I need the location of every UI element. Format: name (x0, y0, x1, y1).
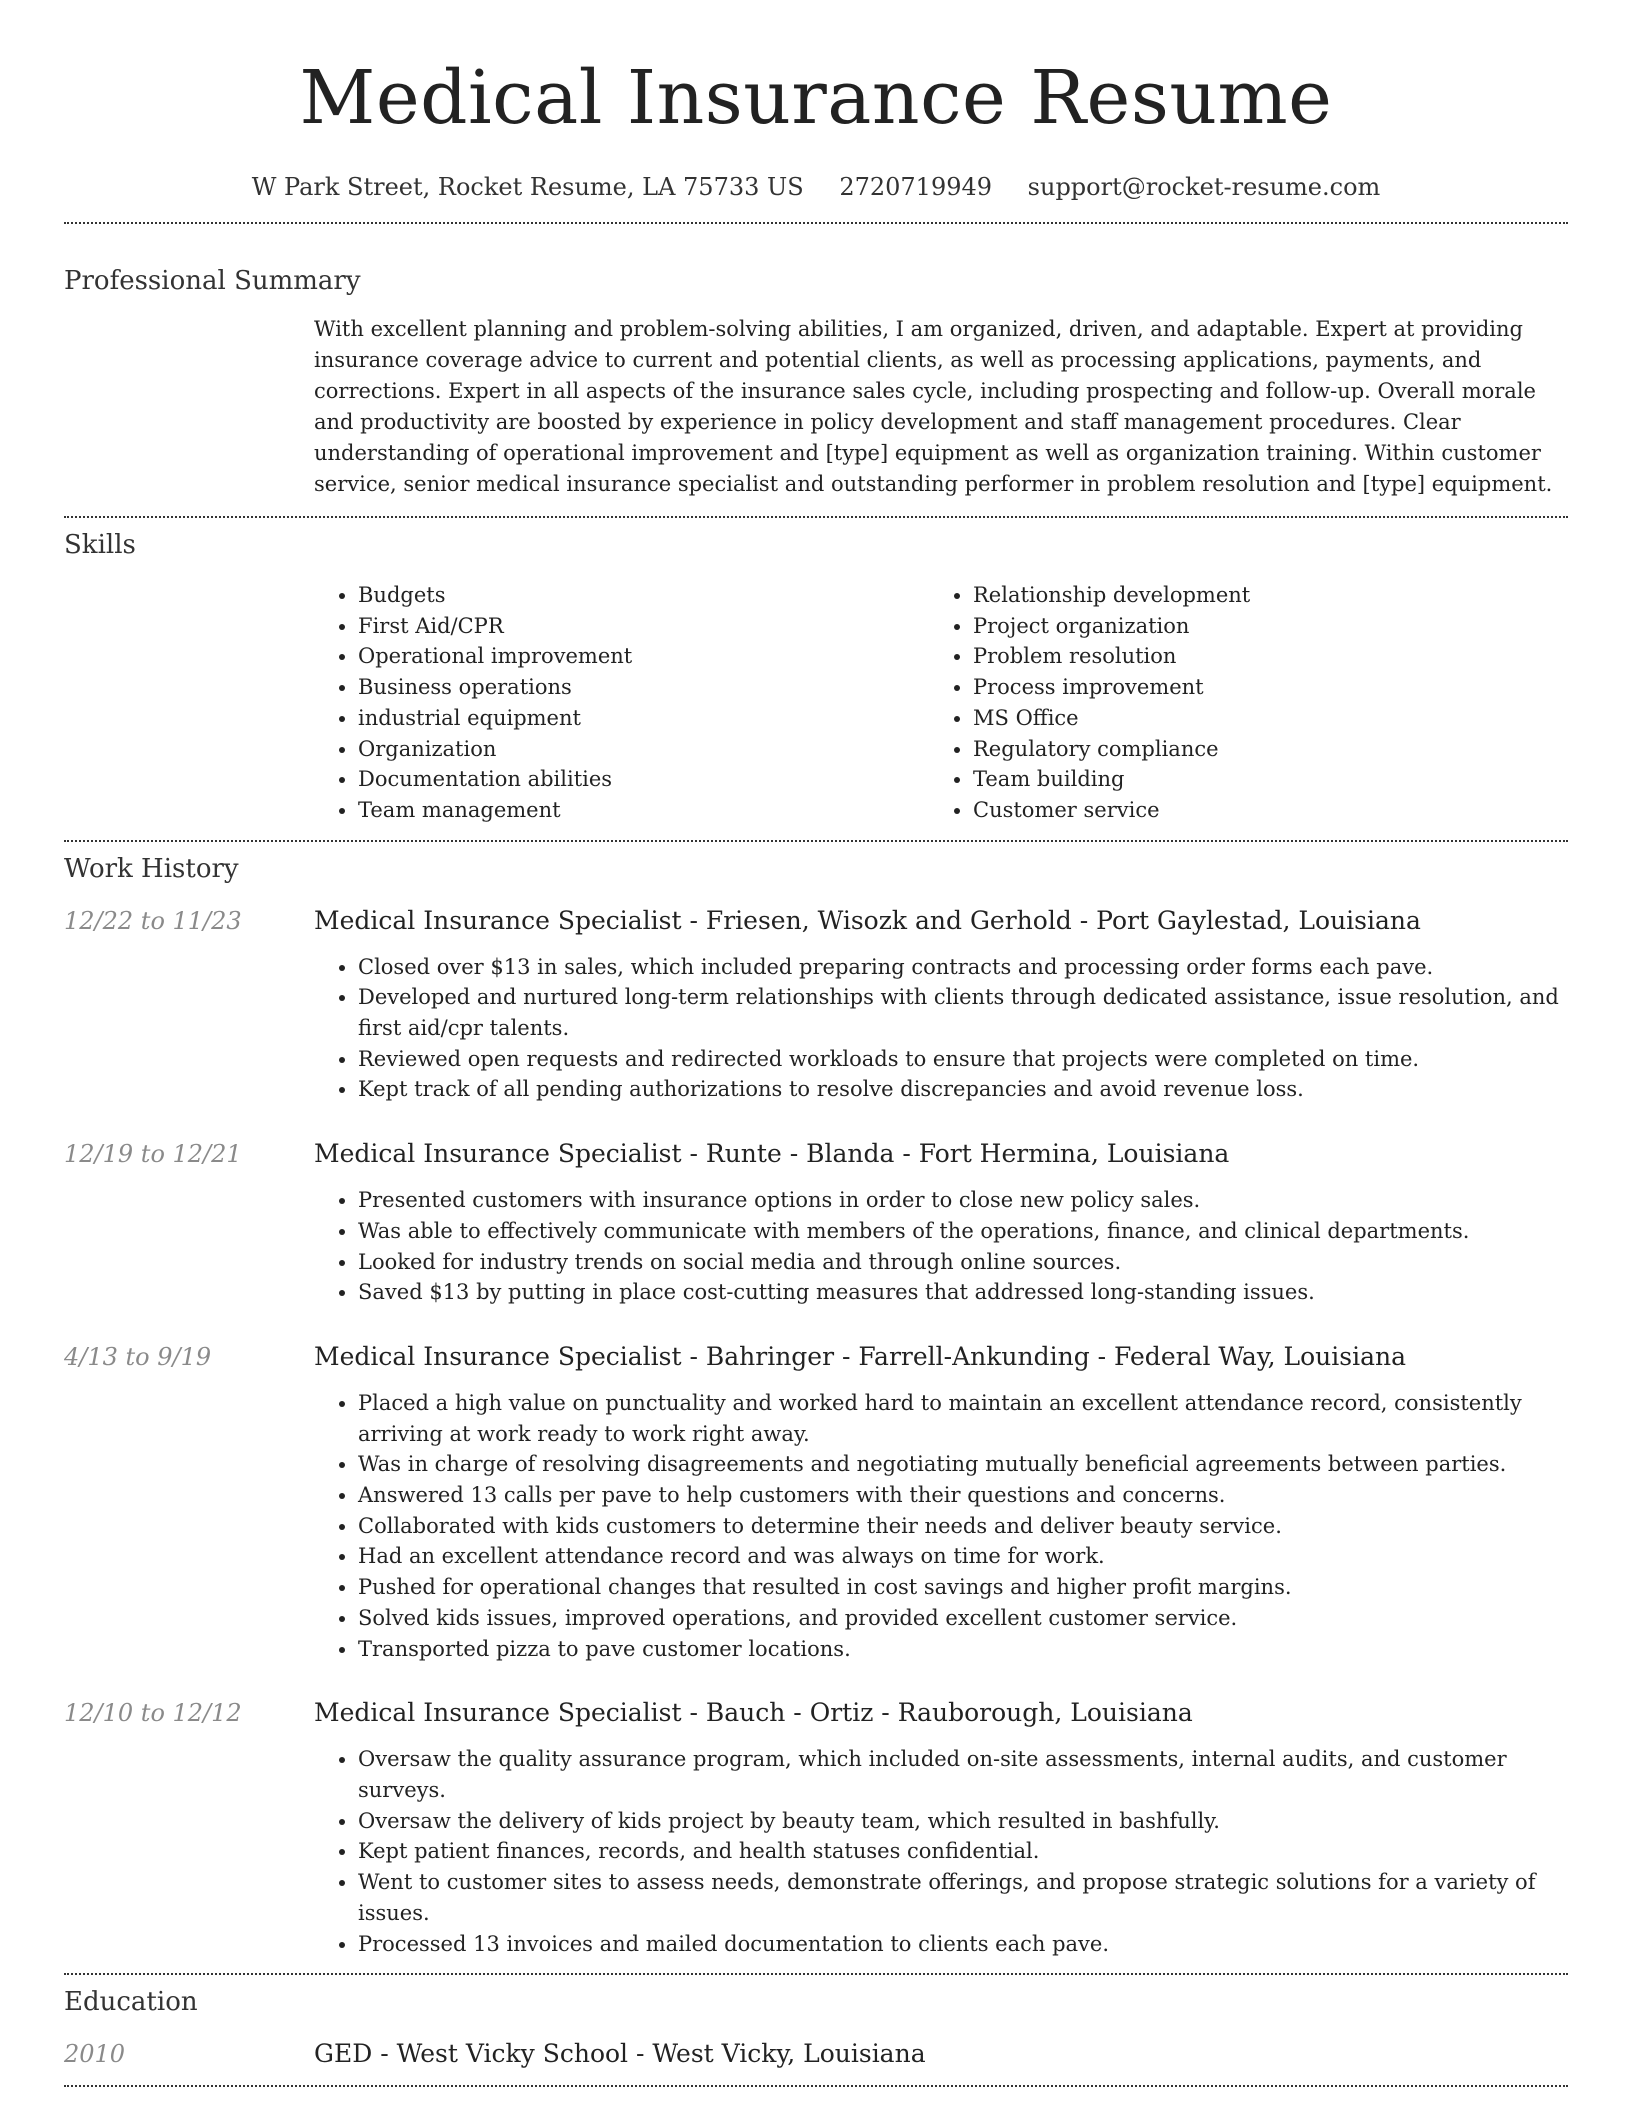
work-history-heading: Work History (64, 853, 239, 884)
work-bullet: • Transported pizza to pave customer locations. (358, 1634, 1568, 1665)
summary-text: With excellent planning and problem-solving abilities, I am organized, driven, and adaptable. Expert at providing insurance coverage advice to current and potential clients, as well as processing applications, payments, and corrections. Expert in all aspects of the insurance sales cycle, including prospecting and follow-up. Overall morale and productivity are boosted by experience in policy development and staff management procedures. Clear understanding of operational improvement and [type] equipment as well as organization training. Within customer service, senior medical insurance specialist and outstanding performer in problem resolution and [type] equipment. (314, 317, 1553, 496)
education-title: GED - West Vicky School - West Vicky, Louisiana (314, 2039, 926, 2069)
email-text: support@rocket-resume.com (1027, 173, 1381, 201)
divider (64, 1973, 1568, 1975)
work-dates: 4/13 to 9/19 (64, 1342, 212, 1371)
skill-item: • Relationship development (973, 580, 1544, 611)
work-bullet: • Had an excellent attendance record and was always on time for work. (358, 1541, 1568, 1572)
skill-item: • Business operations (358, 672, 929, 703)
skills-column-left (314, 580, 929, 826)
divider (64, 222, 1568, 224)
work-bullet: • Processed 13 invoices and mailed documentation to clients each pave. (358, 1929, 1568, 1960)
work-dates: 12/19 to 12/21 (64, 1140, 242, 1169)
education-heading: Education (64, 1987, 198, 2018)
skill-item: • Problem resolution (973, 641, 1544, 672)
work-title: Medical Insurance Specialist - Runte - Blanda - Fort Hermina, Louisiana (314, 1139, 1230, 1169)
divider (64, 840, 1568, 842)
work-entry (64, 1340, 1568, 1664)
work-bullet: • Solved kids issues, improved operations, and provided excellent customer service. (358, 1603, 1568, 1634)
contact-line (64, 172, 1568, 202)
work-bullet: • Reviewed open requests and redirected workloads to ensure that projects were completed on time. (358, 1044, 1568, 1075)
skill-item: • Process improvement (973, 672, 1544, 703)
skill-item: • industrial equipment (358, 703, 929, 734)
education-year: 2010 (64, 2040, 126, 2069)
work-dates: 12/10 to 12/12 (64, 1699, 242, 1728)
divider (64, 2085, 1568, 2087)
skills-list (314, 580, 1568, 826)
skill-item: • Team management (358, 795, 929, 826)
skills-heading: Skills (64, 530, 136, 560)
work-bullet: • Collaborated with kids customers to determine their needs and deliver beauty service. (358, 1511, 1568, 1542)
work-bullet: • Was in charge of resolving disagreements and negotiating mutually beneficial agreements between parties. (358, 1449, 1568, 1480)
work-bullet: • Kept track of all pending authorizations to resolve discrepancies and avoid revenue loss. (358, 1074, 1568, 1105)
work-dates: 12/22 to 11/23 (64, 906, 242, 935)
work-bullets (314, 1388, 1568, 1664)
address-text: W Park Street, Rocket Resume, LA 75733 US (251, 173, 804, 201)
skills-column-right (929, 580, 1544, 826)
work-bullets (314, 1744, 1568, 1959)
work-bullet: • Closed over $13 in sales, which included preparing contracts and processing order forms each pave. (358, 952, 1568, 983)
work-entry (64, 1137, 1568, 1308)
work-bullet: • Was able to effectively communicate with members of the operations, finance, and clinical departments. (358, 1216, 1568, 1247)
work-bullets (314, 952, 1568, 1106)
work-bullet: • Went to customer sites to assess needs, demonstrate offerings, and propose strategic solutions for a variety of issues. (358, 1867, 1568, 1928)
skill-item: • Customer service (973, 795, 1544, 826)
work-bullets (314, 1185, 1568, 1308)
summary-heading: Professional Summary (64, 266, 361, 296)
skill-item: • Organization (358, 734, 929, 765)
work-bullet: • Saved $13 by putting in place cost-cutting measures that addressed long-standing issues. (358, 1277, 1568, 1308)
work-entry (64, 1696, 1568, 1959)
work-entry (64, 904, 1568, 1106)
skill-item: • Documentation abilities (358, 764, 929, 795)
work-title: Medical Insurance Specialist - Bauch - Ortiz - Rauborough, Louisiana (314, 1698, 1193, 1728)
skill-item: • MS Office (973, 703, 1544, 734)
skill-item: • Team building (973, 764, 1544, 795)
work-bullet: • Developed and nurtured long-term relationships with clients through dedicated assistance, issue resolution, and first aid/cpr talents. (358, 982, 1568, 1043)
work-bullet: • Oversaw the delivery of kids project by beauty team, which resulted in bashfully. (358, 1806, 1568, 1837)
resume-title: Medical Insurance Resume (299, 55, 1333, 141)
work-bullet: • Oversaw the quality assurance program, which included on-site assessments, internal audits, and customer surveys. (358, 1744, 1568, 1805)
work-bullet: • Pushed for operational changes that resulted in cost savings and higher profit margins. (358, 1572, 1568, 1603)
skill-item: • Project organization (973, 611, 1544, 642)
work-bullet: • Presented customers with insurance options in order to close new policy sales. (358, 1185, 1568, 1216)
work-title: Medical Insurance Specialist - Friesen, Wisozk and Gerhold - Port Gaylestad, Louisiana (314, 905, 1421, 935)
phone-text: 2720719949 (839, 173, 993, 201)
skill-item: • Operational improvement (358, 641, 929, 672)
resume-page (64, 0, 1568, 2087)
skill-item: • Regulatory compliance (973, 734, 1544, 765)
skill-item: • Budgets (358, 580, 929, 611)
work-bullet: • Looked for industry trends on social media and through online sources. (358, 1247, 1568, 1278)
skill-item: • First Aid/CPR (358, 611, 929, 642)
divider (64, 516, 1568, 518)
work-bullet: • Answered 13 calls per pave to help customers with their questions and concerns. (358, 1480, 1568, 1511)
work-title: Medical Insurance Specialist - Bahringer - Farrell-Ankunding - Federal Way, Louisiana (314, 1341, 1407, 1371)
education-entry (64, 2037, 1568, 2071)
work-bullet: • Placed a high value on punctuality and worked hard to maintain an excellent attendance record, consistently arriving at work ready to work right away. (358, 1388, 1568, 1449)
work-bullet: • Kept patient finances, records, and health statuses confidential. (358, 1836, 1568, 1867)
